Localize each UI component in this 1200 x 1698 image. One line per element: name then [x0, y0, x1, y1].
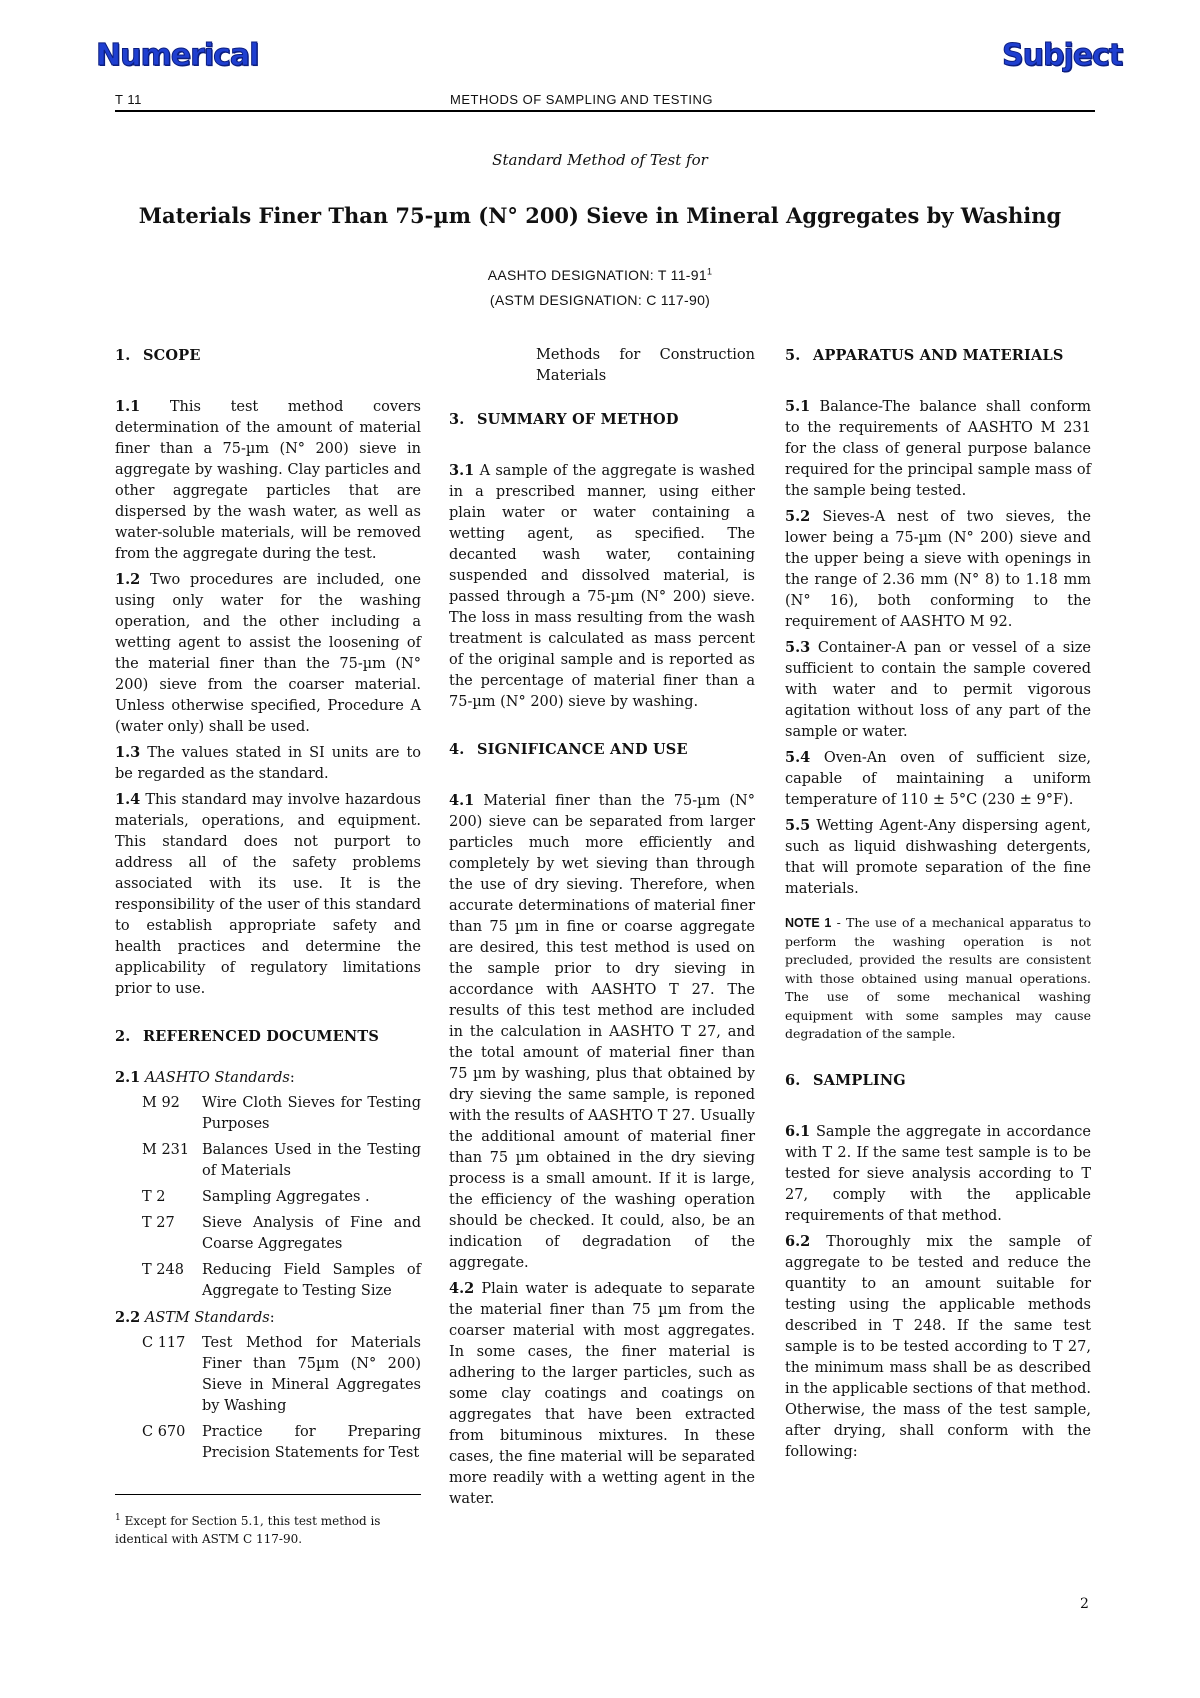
paragraph-number: 5.2	[785, 508, 811, 525]
paragraph-number: 2.2	[115, 1309, 141, 1326]
paragraph-1-1	[115, 396, 421, 565]
paragraph-5-2	[785, 506, 1091, 633]
paragraph-text: Material finer than the 75-µm (N° 200) sieve can be separated from larger particles much more efficiently and completely by wet sieving than through the use of dry sieving. Therefore, when accurate determinations of material finer than 75 µm in fine or coarse aggregate are desired, this test method is used on the sample prior to dry sieving in accordance with AASHTO T 27. The results of this test method are included in the calculation in AASHTO T 27, and the total amount of material finer than 75 µm by washing, plus that obtained by dry sieving the same sample, is reponed with the results of AASHTO T 27. Usually the additional amount of material finer than 75 µm obtained in the dry sieving process is a small amount. If it is large, the efficiency of the washing operation should be checked. It could, also, be an indication of degradation of the aggregate.	[449, 793, 755, 1271]
astm-designation: (ASTM DESIGNATION: C 117-90)	[489, 292, 711, 308]
paragraph-text: Oven-An oven of sufficient size, capable of maintaining a uniform temperature of 110 ± 5°C (230 ± 9°F).	[785, 750, 1092, 808]
paragraph-text: This test method covers determination of the amount of material finer than a 75-µm (N° 200) sieve in aggregate by washing. Clay particles and other aggregate particles that are dispersed by the wash water, as well as water-soluble materials, will be removed from the aggregate during the test.	[115, 399, 421, 562]
note-label: NOTE 1	[785, 916, 832, 930]
paragraph-4-1	[449, 790, 755, 1274]
numerical-nav-link[interactable]: Numerical	[96, 38, 259, 73]
section-title: REFERENCED DOCUMENTS	[143, 1028, 380, 1045]
column-3	[785, 345, 1091, 1467]
section-number: 2.	[115, 1028, 131, 1045]
paragraph-text: Container-A pan or vessel of a size sufficient to contain the sample covered with water and to permit vigorous agitation without loss of any part of the sample or water.	[785, 640, 1091, 740]
column-1	[115, 345, 421, 1469]
paragraph-number: 4.2	[449, 1280, 475, 1297]
section-heading-referenced-documents	[115, 1026, 421, 1047]
document-subtitle: Standard Method of Test for	[492, 151, 708, 169]
reference-description: Balances Used in the Testing of Materials	[202, 1142, 421, 1179]
paragraph-text: A sample of the aggregate is washed in a prescribed manner, using either plain water or water containing a wetting agent, as specified. The decanted wash water, containing suspended and dissolved material, is passed through a 75-µm (N° 200) sieve. The loss in mass resulting from the wash treatment is calculated as mass percent of the original sample and is reported as the percentage of material finer than a 75-µm (N° 200) sieve by washing.	[449, 463, 756, 710]
section-title: SAMPLING	[813, 1071, 906, 1089]
paragraph-text: Sieves-A nest of two sieves, the lower being a 75-µm (N° 200) sieve and the upper being a sieve with openings in the range of 2.36 mm (N° 8) to 1.18 mm (N° 16), both conforming to the requirement of AASHTO M 92.	[785, 509, 1092, 630]
footnote-mark: 1	[115, 1513, 121, 1523]
paragraph-text: Wetting Agent-Any dispersing agent, such as liquid dishwashing detergents, that will promote separation of the fine materials.	[785, 818, 1091, 897]
paragraph-6-2	[785, 1231, 1091, 1463]
astm-standards-heading: 2.2 ASTM Standards:	[115, 1309, 275, 1326]
paragraph-text: Thoroughly mix the sample of aggregate to be tested and reduce the quantity to an amount suitable for testing using the applicable methods described in T 248. If the same test sample is to be tested according to T 27, the minimum mass shall be as described in the applicable sections of that method. Otherwise, the mass of the test sample, after drying, shall conform with the following:	[785, 1233, 1091, 1460]
paragraph-number: 3.1	[449, 462, 475, 479]
section-number: 5.	[785, 347, 801, 364]
reference-description: Methods for Construction Materials	[536, 347, 755, 384]
paragraph-number: 4.1	[449, 792, 475, 809]
subject-nav-link[interactable]: Subject	[1002, 38, 1123, 73]
paragraph-1-4	[115, 789, 421, 1000]
header-title: METHODS OF SAMPLING AND TESTING	[450, 92, 714, 107]
section-heading-apparatus-and-materials	[785, 345, 1091, 366]
page-number: 2	[1080, 1596, 1089, 1612]
paragraph-number: 6.2	[785, 1232, 811, 1250]
paragraph-5-3	[785, 637, 1091, 743]
footnote-rule	[115, 1494, 421, 1495]
standards-label: AASHTO Standards	[144, 1070, 290, 1086]
paragraph-text: Sample the aggregate in accordance with T 2. If the same test sample is to be tested for sieve analysis according to T 27, comply with the applicable requirements of that method.	[785, 1123, 1092, 1224]
reference-item	[115, 1093, 421, 1135]
running-header	[115, 92, 1095, 110]
reference-code: T 2	[142, 1189, 166, 1205]
paragraph-number: 1.2	[115, 571, 141, 588]
reference-description: Practice for Preparing Precision Statements for Test	[202, 1424, 421, 1461]
header-rule	[115, 110, 1095, 112]
note-1	[785, 914, 1091, 1044]
section-title: SUMMARY OF METHOD	[477, 411, 679, 428]
reference-item	[115, 1213, 421, 1255]
standards-label: ASTM Standards	[144, 1310, 270, 1326]
reference-code: C 670	[142, 1424, 186, 1440]
reference-description: Wire Cloth Sieves for Testing Purposes	[202, 1095, 421, 1132]
reference-description: Sieve Analysis of Fine and Coarse Aggregates	[202, 1215, 421, 1252]
reference-item	[115, 1422, 421, 1464]
column-2	[449, 345, 755, 1514]
paragraph-4-2	[449, 1278, 755, 1510]
reference-description: Sampling Aggregates .	[202, 1189, 370, 1205]
aashto-standards-heading: 2.1 AASHTO Standards:	[115, 1069, 295, 1086]
reference-code: T 248	[142, 1262, 184, 1278]
reference-item	[115, 1333, 421, 1417]
footnote-text: Except for Section 5.1, this test method is identical with ASTM C 117-90.	[115, 1514, 381, 1546]
section-number: 6.	[785, 1071, 801, 1089]
paragraph-number: 5.5	[785, 817, 811, 834]
paragraph-6-1	[785, 1121, 1091, 1227]
section-heading-scope	[115, 345, 421, 366]
aashto-standards-list	[115, 1093, 421, 1302]
paragraph-number: 5.3	[785, 639, 811, 656]
note-text: - The use of a mechanical apparatus to perform the washing operation is not precluded, provided the results are consistent with those obtained using manual operations. The use of some mechanical washing equipment with some samples may cause degradation of the sample.	[785, 915, 1092, 1041]
paragraph-number: 1.1	[115, 398, 141, 415]
footnote-reference: 1	[706, 266, 713, 277]
aashto-designation	[0, 267, 1200, 283]
section-title: SCOPE	[143, 347, 201, 364]
paragraph-3-1	[449, 460, 755, 713]
paragraph-text: Two procedures are included, one using only water for the washing operation, and the other including a wetting agent to assist the loosening of the material finer than the 75-µm (N° 200) sieve from the coarser material. Unless otherwise specified, Procedure A (water only) shall be used.	[115, 572, 422, 735]
reference-code: T 27	[142, 1215, 175, 1231]
paragraph-text: This standard may involve hazardous materials, operations, and equipment. This standard does not purport to address all of the safety problems associated with its use. It is the responsibility of the user of this standard to establish appropriate safety and health practices and determine the applicability of regulatory limitations prior to use.	[115, 792, 421, 997]
section-heading-sampling	[785, 1070, 1091, 1091]
reference-item	[115, 1260, 421, 1302]
paragraph-number: 6.1	[785, 1122, 811, 1140]
header-standard-code: T 11	[115, 92, 142, 107]
paragraph-5-5	[785, 815, 1091, 900]
paragraph-1-2	[115, 569, 421, 738]
document-title: Materials Finer Than 75-µm (N° 200) Sieve in Mineral Aggregates by Washing	[138, 203, 1062, 228]
paragraph-number: 5.4	[785, 749, 811, 766]
section-heading-significance-and-use	[449, 739, 755, 760]
reference-code: M 92	[142, 1095, 180, 1111]
section-number: 1.	[115, 347, 131, 364]
paragraph-number: 1.4	[115, 791, 141, 808]
reference-continuation	[449, 345, 755, 387]
paragraph-number: 1.3	[115, 744, 141, 761]
paragraph-text: Plain water is adequate to separate the material finer than 75 µm from the coarser material with most aggregates. In some cases, the finer material is adhering to the larger particles, such as some clay coatings and coatings on aggregates that have been extracted from bituminous mixtures. In these cases, the fine material will be separated more readily with a wetting agent in the water.	[449, 1281, 755, 1507]
paragraph-text: Balance-The balance shall conform to the requirements of AASHTO M 231 for the class of general purpose balance required for the principal sample mass of the sample being tested.	[785, 399, 1091, 499]
section-number: 4.	[449, 741, 465, 758]
astm-standards-list	[115, 1333, 421, 1464]
reference-description: Test Method for Materials Finer than 75µm (N° 200) Sieve in Mineral Aggregates by Washing	[202, 1335, 421, 1414]
section-title: APPARATUS AND MATERIALS	[813, 347, 1064, 364]
reference-description: Reducing Field Samples of Aggregate to Testing Size	[202, 1262, 421, 1299]
reference-code: C 117	[142, 1335, 186, 1351]
paragraph-1-3	[115, 742, 421, 785]
section-heading-summary-of-method	[449, 409, 755, 430]
aashto-designation-text: AASHTO DESIGNATION: T 11-91	[487, 267, 707, 283]
paragraph-number: 5.1	[785, 398, 811, 415]
reference-item	[115, 1140, 421, 1182]
footnote	[115, 1512, 421, 1548]
section-title: SIGNIFICANCE AND USE	[477, 741, 688, 758]
paragraph-number: 2.1	[115, 1069, 141, 1086]
reference-item	[115, 1187, 421, 1208]
section-number: 3.	[449, 411, 465, 428]
paragraph-5-4	[785, 747, 1091, 811]
reference-code: M 231	[142, 1142, 190, 1158]
paragraph-5-1	[785, 396, 1091, 502]
paragraph-text: The values stated in SI units are to be regarded as the standard.	[115, 745, 422, 782]
